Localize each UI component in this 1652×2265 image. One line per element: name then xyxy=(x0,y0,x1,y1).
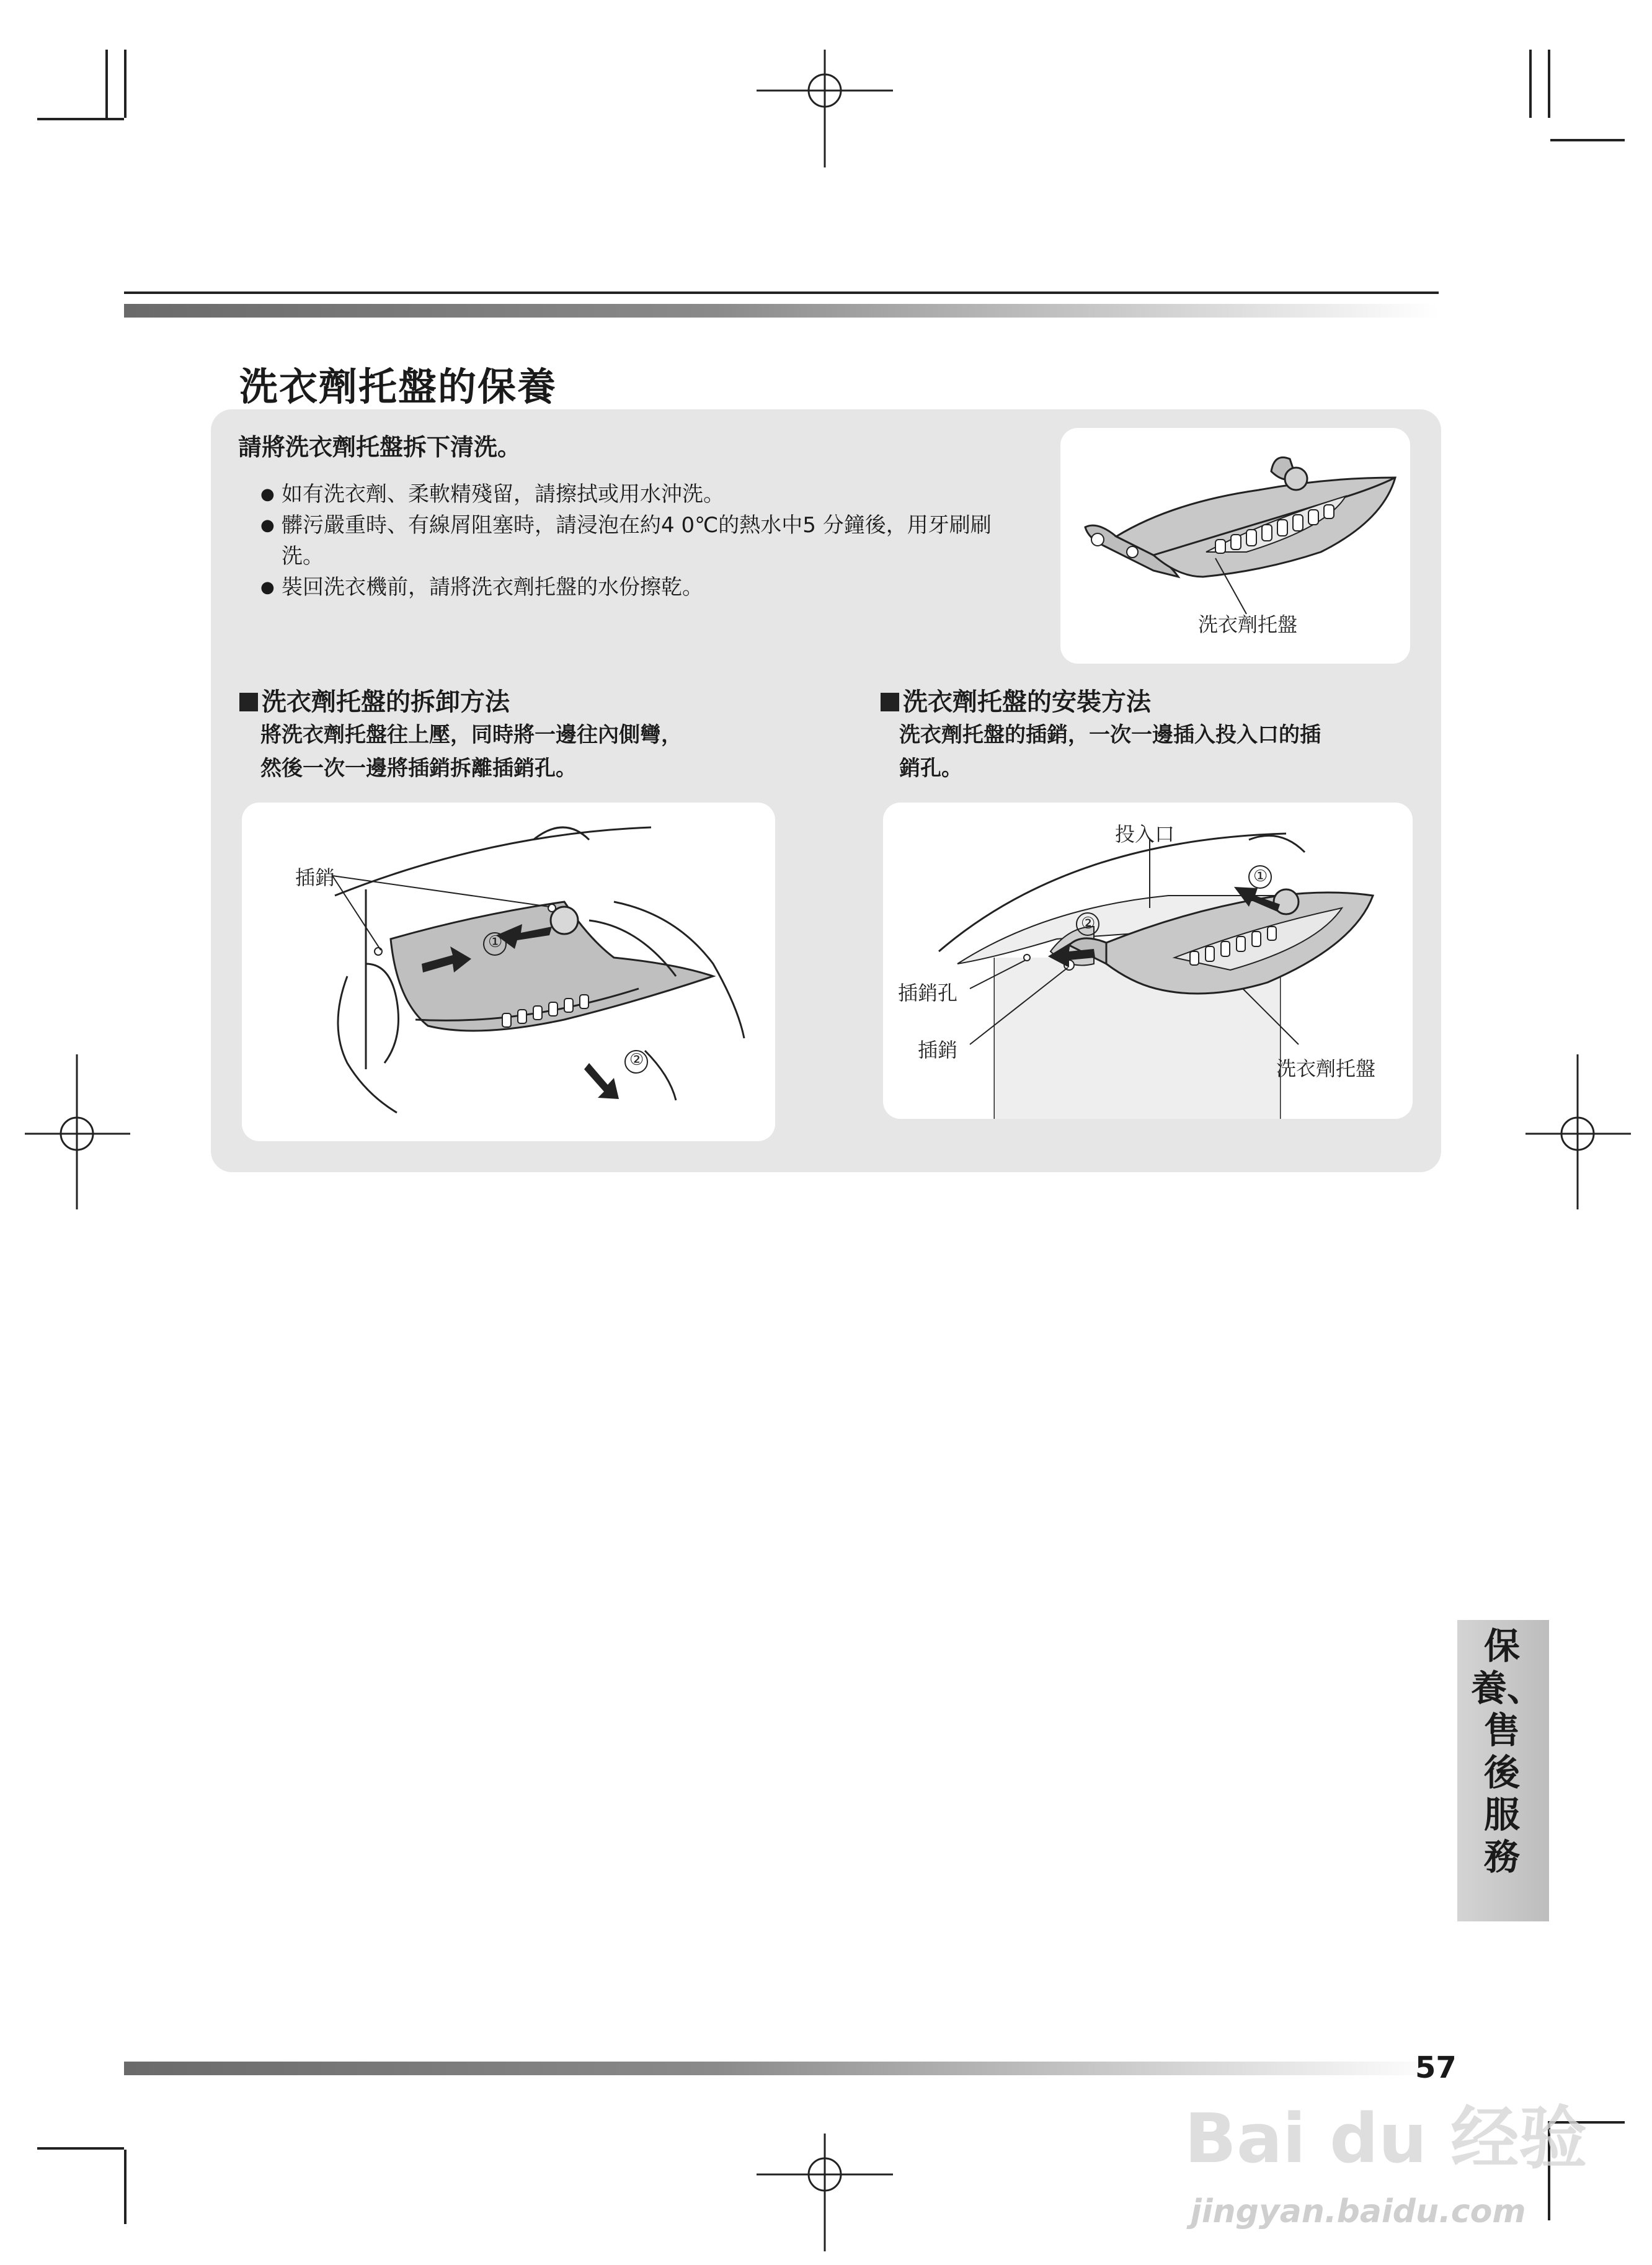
step-1-marker: ① xyxy=(488,933,503,951)
install-line: 洗衣劑托盤的插銷，一次一邊插入投入口的插 xyxy=(899,723,1321,747)
footer-gradient-bar xyxy=(124,2062,1439,2075)
crop-mark xyxy=(1529,50,1532,118)
header-rule xyxy=(124,291,1439,294)
install-line: 銷孔。 xyxy=(899,756,962,781)
tray-label: 洗衣劑托盤 xyxy=(1198,613,1298,636)
bullet-item: ● 髒污嚴重時、有線屑阻塞時，請浸泡在約4 0℃的熱水中5 分鐘後，用牙刷刷洗。 xyxy=(263,510,1032,572)
removal-line: 將洗衣劑托盤往上壓，同時將一邊往內側彎， xyxy=(260,723,682,747)
section-square-icon xyxy=(881,693,899,711)
pin-label: 插銷 xyxy=(918,1038,958,1062)
crop-mark xyxy=(37,118,124,120)
crop-mark xyxy=(124,2150,127,2224)
install-heading-text: 洗衣劑托盤的安裝方法 xyxy=(903,688,1151,716)
tray-illustration-card xyxy=(1060,428,1410,664)
pinhole-label: 插銷孔 xyxy=(898,981,958,1005)
baidu-watermark-url: jingyan.baidu.com xyxy=(1191,2193,1526,2230)
crop-mark xyxy=(37,2147,124,2150)
removal-illustration-card xyxy=(242,803,775,1141)
install-illustration-card xyxy=(883,803,1413,1119)
intro-text: 請將洗衣劑托盤拆下清洗。 xyxy=(238,434,522,461)
install-instructions xyxy=(899,718,1321,785)
registration-mark-bottom xyxy=(750,2134,899,2258)
step-2-marker: ② xyxy=(629,1051,644,1069)
crop-mark xyxy=(124,50,127,118)
section-square-icon xyxy=(239,693,258,711)
crop-mark xyxy=(1548,50,1550,118)
pin-label: 插銷 xyxy=(295,866,335,889)
step-2-marker: ② xyxy=(1081,914,1096,933)
removal-line: 然後一次一邊將插銷拆離插銷孔。 xyxy=(260,756,577,781)
header-gradient-bar xyxy=(124,304,1439,318)
registration-mark-top xyxy=(750,50,899,174)
page-number: 57 xyxy=(1415,2050,1457,2085)
bullet-item: ● 裝回洗衣機前，請將洗衣劑托盤的水份擦乾。 xyxy=(263,572,1032,603)
tray-label: 洗衣劑托盤 xyxy=(1276,1057,1376,1080)
removal-instructions xyxy=(260,718,682,785)
baidu-watermark-logo: Bai du 经验 xyxy=(1184,2099,1588,2178)
side-tab-text: 保養、售後服務 xyxy=(1471,1625,1543,1878)
registration-mark-right xyxy=(1525,1054,1637,1216)
care-bullet-list xyxy=(263,479,1032,603)
page-title: 洗衣劑托盤的保養 xyxy=(239,364,557,409)
crop-mark xyxy=(1550,139,1625,141)
inlet-label: 投入口 xyxy=(1115,822,1175,846)
step-1-marker: ① xyxy=(1253,867,1268,886)
removal-heading xyxy=(239,682,510,718)
removal-illustration xyxy=(242,803,775,1141)
registration-mark-left xyxy=(25,1054,136,1216)
bullet-item: ● 如有洗衣劑、柔軟精殘留，請擦拭或用水沖洗。 xyxy=(263,479,1032,510)
removal-heading-text: 洗衣劑托盤的拆卸方法 xyxy=(262,688,510,716)
crop-mark xyxy=(105,50,108,118)
install-heading xyxy=(881,682,1151,718)
